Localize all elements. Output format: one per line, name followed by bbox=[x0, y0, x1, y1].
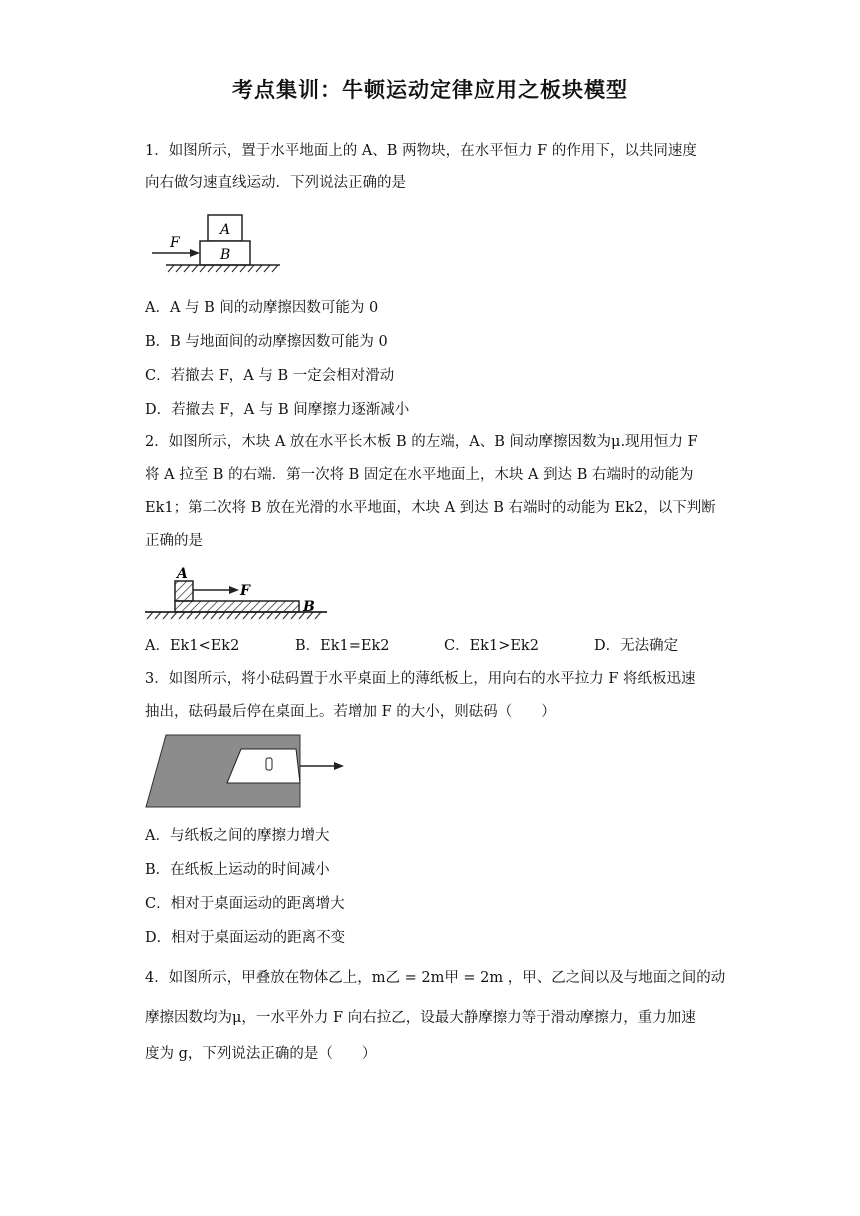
q2-line-3: Ek1；第二次将 B 放在光滑的水平地面，木块 A 到达 B 右端时的动能为 Ek2，以下判断 bbox=[145, 500, 716, 516]
q1-option-c: C．若撤去 F，A 与 B 一定会相对滑动 bbox=[145, 368, 395, 384]
block-b-label: B bbox=[220, 247, 231, 263]
q1-line-1: 1．如图所示，置于水平地面上的 A、B 两物块，在水平恒力 F 的作用下，以共同速度 bbox=[145, 143, 697, 159]
force-label: F bbox=[170, 235, 180, 251]
ground-hatch bbox=[147, 612, 321, 619]
force-arrow-head bbox=[190, 249, 200, 257]
q3-option-a: A．与纸板之间的摩擦力增大 bbox=[145, 828, 330, 844]
q3-option-d: D．相对于桌面运动的距离不变 bbox=[145, 930, 346, 946]
block-a-label: A bbox=[220, 222, 231, 238]
board-b-label: B bbox=[303, 599, 315, 615]
q2-line-2: 将 A 拉至 B 的右端．第一次将 B 固定在水平地面上，木块 A 到达 B 右端时的动能为 bbox=[145, 467, 694, 483]
q3-line-1: 3．如图所示，将小砝码置于水平桌面上的薄纸板上，用向右的水平拉力 F 将纸板迅速 bbox=[145, 671, 696, 687]
q1-figure bbox=[150, 210, 282, 282]
q1-option-d: D．若撤去 F，A 与 B 间摩擦力逐渐减小 bbox=[145, 402, 410, 418]
force-label: F bbox=[240, 583, 250, 599]
q4-line-2: 摩擦因数均为μ，一水平外力 F 向右拉乙，设最大静摩擦力等于滑动摩擦力，重力加速 bbox=[145, 1010, 696, 1026]
q3-option-c: C．相对于桌面运动的距离增大 bbox=[145, 896, 345, 912]
q2-line-4: 正确的是 bbox=[145, 533, 203, 549]
weight-icon bbox=[266, 758, 272, 770]
block-a-label: A bbox=[177, 566, 188, 582]
board-b bbox=[175, 601, 299, 612]
q2-option-d: D．无法确定 bbox=[594, 638, 679, 654]
pull-arrow-head bbox=[334, 762, 344, 770]
q4-line-3: 度为 g，下列说法正确的是（ ） bbox=[145, 1046, 377, 1062]
block-a bbox=[175, 581, 193, 601]
q2-option-c: C．Ek1>Ek2 bbox=[444, 638, 539, 654]
q4-line-1: 4．如图所示，甲叠放在物体乙上，m乙 = 2m甲 = 2m ，甲、乙之间以及与地面之间的动 bbox=[145, 970, 726, 986]
ground-hatch bbox=[168, 265, 278, 272]
q3-option-b: B．在纸板上运动的时间减小 bbox=[145, 862, 330, 878]
q3-figure bbox=[144, 732, 349, 810]
force-arrow-head bbox=[229, 586, 239, 594]
q2-line-1: 2．如图所示，木块 A 放在水平长木板 B 的左端，A、B 间动摩擦因数为μ.现用恒力 F bbox=[145, 434, 698, 450]
page-title: 考点集训：牛顿运动定律应用之板块模型 bbox=[232, 78, 628, 102]
q1-line-2: 向右做匀速直线运动．下列说法正确的是 bbox=[145, 175, 406, 191]
q2-option-b: B．Ek1=Ek2 bbox=[295, 638, 390, 654]
q2-figure bbox=[145, 563, 330, 623]
q1-option-b: B．B 与地面间的动摩擦因数可能为 0 bbox=[145, 334, 388, 350]
q2-option-a: A．Ek1<Ek2 bbox=[145, 638, 240, 654]
q3-line-2: 抽出，砝码最后停在桌面上。若增加 F 的大小，则砝码（ ） bbox=[145, 704, 556, 720]
q1-option-a: A．A 与 B 间的动摩擦因数可能为 0 bbox=[145, 300, 379, 316]
